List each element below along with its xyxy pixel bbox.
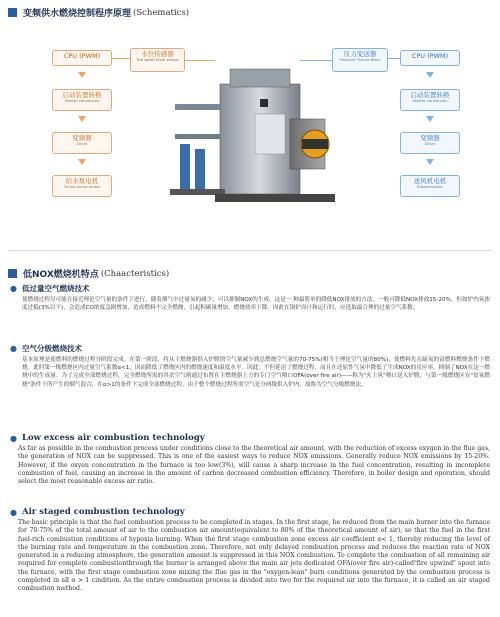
left-cpu-label: CPU (PWM) [63,52,101,60]
right-blower-motor-box [400,175,460,197]
right-drive-box [400,132,460,154]
arrow-down-icon [78,72,86,78]
right-drive-sub: Drive [424,141,436,147]
section-title-text: 低过量空气燃烧技术 [21,284,90,293]
arrow-down-icon [78,116,86,122]
section-body: 基本原理是使燃料的燃烧过程分阶段完成。在第一阶段，将从主燃烧器供入炉膛的空气量减少到总燃烧空气量的70-75%(相当于理论空气量的80%)，使燃料先在缺氧的富燃料燃烧条件下燃烧。此时第一级燃烧区内过量空气系数α<1，因而降低了燃烧区内的燃烧速度和温度水平。因此，不但延迟了燃烧过程，而且在还原性气氛中降低了生成NOX的反应率，抑制了NOX在这一燃烧中的生成量。为了完成全部燃烧过程，完全燃烧所需的其余空气则通过布置在主燃烧器上方的专门空气喷口OFA(over fire air)——称为"火上风"喷口送入炉膛，与第一级燃烧区在"贫氧燃烧"条件下所产生的烟气混合，在α>1的条件下完成全部燃烧过程。由于整个燃烧过程所需空气是分两级供入炉内，故称为空气分级燃烧法。 [22,357,490,388]
right-cpu-label: CPU (PWM) [411,52,449,60]
arrow-down-icon [426,116,434,122]
header-title-en: (Chaacteristics) [100,268,170,279]
section-low-excess-air-en [10,433,490,486]
pressure-transmitter-box [332,48,388,72]
right-blower-motor-label: 送风机电机 [413,177,447,185]
left-starter-box [52,89,112,111]
section-title [10,343,490,354]
left-drive-label: 变频器 [72,134,92,142]
arrow-down-icon [426,72,434,78]
section-header-schematics [8,6,189,19]
pressure-transmitter-sub: Pressure Transmitters [339,57,381,63]
section-title-text: 空气分级燃烧技术 [21,344,82,353]
header-title-zh: 变频供水燃烧控制程序原理 [23,9,132,19]
section-body: The basic principle is that the fuel combustion process to be completed in stages. In the first stage, be reduced from the main burner into the furnace for 70-75% of the total amount of air to the combustion air amount(equivalent to 80% of the theoretical amount of air), so that the fuel in the first fuel-rich combustion conditions of hypoxia burning. When the first stage combustion zone excess air coefficient α< 1, thereby reducing the level of the burning rate and temperature in the combustion zone. Therefore, not only delayed combustion process and reduces the reaction rate of NOX generated in a reducing atmosphere, the generation amount is suppressed in this NOX combustion. To complete the combustion of all remaining air required for complete combustionthrough the burner is arranged above the main air jets dedicated OFA(over fire air)-called"fire upwind" spout into the furnace, with the first stage combustion zone mixing the flue gas in the "oxygen-lean" burn conditions generated by the combustion process is completed in all α > 1 cindition. As the entire combustion process is divided into two for the required air into the furnace, it is called an air staged combustion method. [18,519,490,593]
section-body: As far as possible in the combustion process under conditions close to the theoretical air amount, with the reduction of excess oxygen in the flue gas, the generation of NOX can be suppressed. This is one of the easiest ways to reduce NOX emissions. Generally reduce NOX emissions by 15-20%. However, if the oxyen concentration in the furnace is too low(3%), will cause a sharp increase in the fuel concentration, resulting in incomplete combustion of fuel, causing an increase in the amount of carbon decreased combustion efficiency. Therefore, in boiler design and operation, should select the most reasonable excess air ratio. [18,445,490,486]
right-blower-motor-sub: Blowerrotator [417,184,443,190]
left-pump-motor-sub: To the pump motor [63,184,101,190]
square-bullet-icon [8,269,17,278]
water-level-sensor-label: 水位传感器 [141,50,174,58]
right-cpu-box [400,50,460,66]
right-starter-box [400,89,460,111]
right-starter-sub: Starter conversion [412,98,448,104]
arrow-down-icon [78,159,86,165]
water-level-sensor-sub: The water level sensor [135,57,180,63]
left-cpu-box [52,50,112,66]
left-drive-box [52,132,112,154]
right-drive-label: 变频器 [420,134,440,142]
section-air-staged-zh [10,343,490,389]
left-pump-motor-box [52,175,112,197]
bullet-icon: ● [10,433,17,443]
left-starter-sub: Starter conversion [64,98,100,104]
square-bullet-icon [8,8,17,17]
connector-line [300,60,332,61]
section-title-text: Low excess air combustion technology [21,433,205,443]
bullet-icon: ● [10,507,17,517]
section-title-text: Air staged combustion technology [21,507,185,517]
left-starter-label: 启动装置转换 [62,91,102,99]
bullet-icon: ● [10,344,17,353]
bullet-icon: ● [10,284,17,293]
section-title [10,283,490,294]
schematic-diagram [0,22,500,237]
section-body: 使燃烧过程尽可能在接近理论空气量的条件下进行，随着烟气中过量氧的减少，可以抑制NOX的生成。这是一 种最简单的降低NOX排放的方法。一般可降低NOX排放15-20%。但如炉内氧浓度过低(3%以下)，会造成CO浓度急剧增加，造成燃料不完全燃烧，引起积碳量增加，燃烧效率下降。因此在锅炉设计和运行时，应选取最合理的过量空气系数。 [22,297,490,312]
left-pump-motor-label: 给水泵电机 [65,177,99,185]
left-drive-sub: Drive [76,141,88,147]
section-header-characteristics [8,267,169,280]
section-low-excess-air-zh [10,283,490,312]
boiler-illustration [150,44,350,219]
section-title [10,433,490,443]
section-air-staged-en [10,507,490,594]
connector-line [388,58,400,59]
section-title [10,507,490,517]
right-starter-label: 启动装置转换 [410,91,450,99]
header-title-en: (Schematics) [133,7,190,18]
header-title-zh: 低NOX燃烧机特点 [23,270,99,280]
arrow-down-icon [426,159,434,165]
connector-line [112,58,130,59]
pressure-transmitter-label: 压力变送器 [343,50,377,58]
divider [8,250,492,251]
